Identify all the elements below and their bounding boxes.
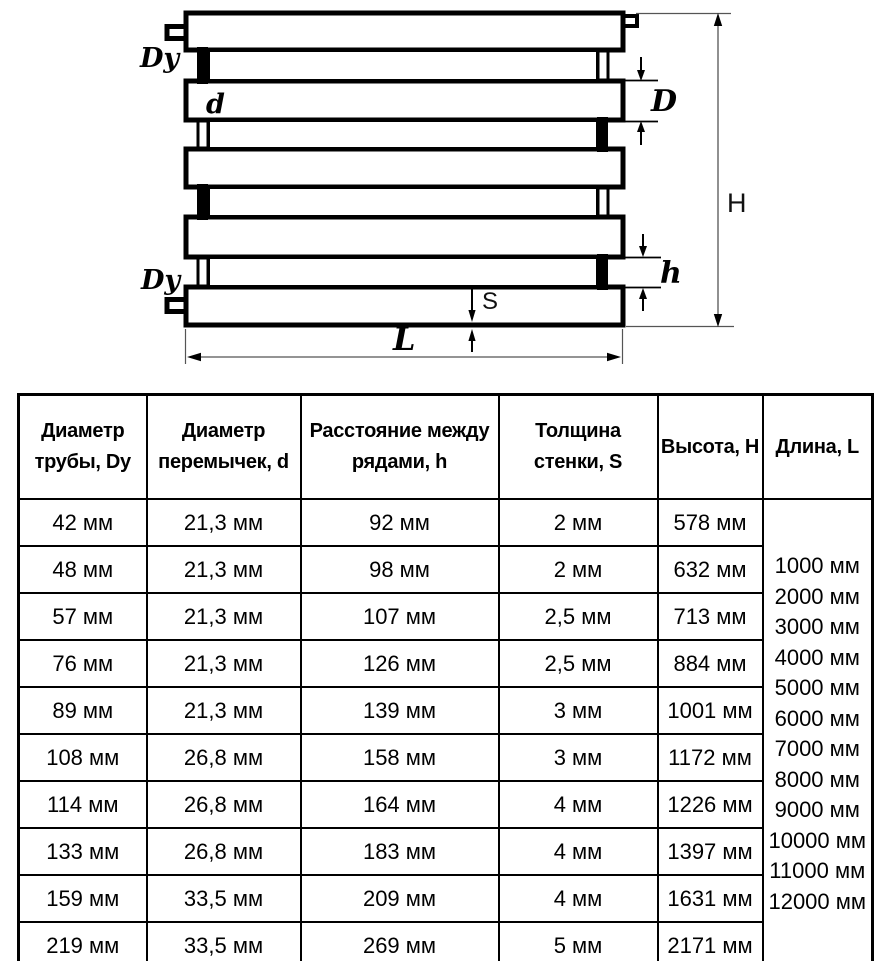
table-cell: 21,3 мм	[147, 546, 301, 593]
table-cell: 98 мм	[301, 546, 499, 593]
dimension-h	[624, 234, 682, 311]
column-header-length: Длина, L	[763, 395, 873, 500]
table-row	[19, 828, 873, 875]
length-value: 8000 мм	[774, 766, 860, 792]
length-value: 9000 мм	[774, 797, 860, 822]
table-cell: 133 мм	[19, 828, 147, 875]
arrow-right-icon	[607, 353, 621, 362]
register-diagram	[0, 0, 888, 392]
table-cell: 219 мм	[19, 922, 147, 961]
label-L: L	[393, 320, 416, 358]
pipe-row-4	[208, 120, 598, 149]
length-value: 4000 мм	[774, 644, 860, 670]
jumper-right-hollow-1	[598, 51, 608, 80]
arrow-down-icon	[637, 70, 645, 81]
table-row	[19, 640, 873, 687]
table-cell: 1397 мм	[658, 828, 763, 875]
table-cell: 2,5 мм	[499, 593, 658, 640]
length-values-cell	[763, 499, 873, 961]
table-cell: 2 мм	[499, 499, 658, 546]
table-cell: 632 мм	[658, 546, 763, 593]
table-cell: 126 мм	[301, 640, 499, 687]
label-D: D	[651, 84, 678, 119]
pipe-row-6	[208, 187, 598, 217]
table-cell: 57 мм	[19, 593, 147, 640]
length-value: 7000 мм	[774, 736, 860, 761]
table-row	[19, 922, 873, 961]
table-cell: 107 мм	[301, 593, 499, 640]
table-row	[19, 546, 873, 593]
column-header-pipe-diameter: Диаметр трубы, Dy	[19, 395, 147, 500]
table-cell: 2171 мм	[658, 922, 763, 961]
label-H: H	[727, 188, 747, 218]
table-cell: 884 мм	[658, 640, 763, 687]
table-cell: 159 мм	[19, 875, 147, 922]
arrow-up-icon	[637, 121, 645, 132]
table-cell: 3 мм	[499, 687, 658, 734]
dimension-H	[626, 13, 747, 327]
length-value: 3000 мм	[774, 614, 860, 639]
table-row	[19, 593, 873, 640]
length-value: 11000 мм	[769, 858, 866, 883]
pipe-row-5	[186, 149, 623, 187]
arrow-up-icon	[639, 288, 647, 299]
label-h: h	[660, 256, 682, 291]
length-values-list	[766, 551, 870, 917]
table-cell: 76 мм	[19, 640, 147, 687]
label-dy-top: Dy	[140, 43, 180, 74]
label-d: d	[206, 89, 225, 120]
table-row	[19, 781, 873, 828]
table-cell: 21,3 мм	[147, 687, 301, 734]
column-header-height: Высота, H	[658, 395, 763, 500]
table-cell: 33,5 мм	[147, 875, 301, 922]
table-cell: 4 мм	[499, 828, 658, 875]
table-cell: 21,3 мм	[147, 640, 301, 687]
table-cell: 1001 мм	[658, 687, 763, 734]
jumper-left-filled-3	[197, 184, 208, 220]
arrow-down-icon	[714, 314, 722, 327]
jumper-right-filled-2	[597, 117, 608, 152]
jumper-left-hollow-2	[198, 121, 208, 148]
jumper-right-hollow-3	[598, 188, 608, 216]
table-cell: 3 мм	[499, 734, 658, 781]
register-drawing-svg	[0, 0, 888, 392]
pipe-row-7	[186, 217, 623, 257]
column-header-row-spacing: Расстояние между рядами, h	[301, 395, 499, 500]
table-cell: 26,8 мм	[147, 781, 301, 828]
table-cell: 4 мм	[499, 781, 658, 828]
table-cell: 209 мм	[301, 875, 499, 922]
table-cell: 5 мм	[499, 922, 658, 961]
label-dy-bottom: Dy	[141, 265, 181, 296]
table-cell: 21,3 мм	[147, 499, 301, 546]
jumper-left-filled-1	[197, 47, 208, 84]
length-value: 5000 мм	[774, 675, 860, 700]
table-cell: 269 мм	[301, 922, 499, 961]
table-cell: 158 мм	[301, 734, 499, 781]
table-cell: 33,5 мм	[147, 922, 301, 961]
pipe-row-1	[186, 13, 623, 50]
length-value: 12000 мм	[768, 888, 867, 914]
table-cell: 1172 мм	[658, 734, 763, 781]
jumper-left-hollow-4	[198, 258, 208, 286]
table-cell: 48 мм	[19, 546, 147, 593]
table-cell: 89 мм	[19, 687, 147, 734]
table-row	[19, 687, 873, 734]
pipe-row-8	[208, 257, 598, 287]
table-cell: 2,5 мм	[499, 640, 658, 687]
arrow-up-icon	[714, 13, 722, 26]
table-cell: 114 мм	[19, 781, 147, 828]
table-cell: 4 мм	[499, 875, 658, 922]
column-header-wall-thickness: Толщина стенки, S	[499, 395, 658, 500]
table-cell: 108 мм	[19, 734, 147, 781]
length-value: 1000 мм	[774, 553, 860, 578]
table-cell: 42 мм	[19, 499, 147, 546]
pipe-row-3	[186, 81, 623, 120]
table-cell: 26,8 мм	[147, 734, 301, 781]
arrow-up-icon	[468, 329, 475, 341]
pipe-row-2	[208, 50, 598, 81]
length-value: 10000 мм	[768, 827, 867, 853]
length-value: 2000 мм	[774, 583, 860, 609]
spec-table	[17, 393, 874, 961]
dimension-D	[624, 57, 677, 145]
table-cell: 183 мм	[301, 828, 499, 875]
arrow-left-icon	[187, 353, 201, 362]
table-cell: 1631 мм	[658, 875, 763, 922]
table-cell: 2 мм	[499, 546, 658, 593]
table-cell: 21,3 мм	[147, 593, 301, 640]
table-row	[19, 734, 873, 781]
length-value: 6000 мм	[774, 705, 860, 731]
table-cell: 26,8 мм	[147, 828, 301, 875]
column-header-jumper-diameter: Диаметр перемычек, d	[147, 395, 301, 500]
table-cell: 92 мм	[301, 499, 499, 546]
arrow-down-icon	[639, 246, 647, 257]
table-cell: 578 мм	[658, 499, 763, 546]
table-row	[19, 875, 873, 922]
jumper-right-filled-4	[597, 254, 608, 290]
table-cell: 1226 мм	[658, 781, 763, 828]
table-cell: 164 мм	[301, 781, 499, 828]
table-cell: 713 мм	[658, 593, 763, 640]
label-S: S	[482, 288, 499, 315]
table-row	[19, 499, 873, 546]
table-cell: 139 мм	[301, 687, 499, 734]
header-row	[19, 395, 873, 500]
